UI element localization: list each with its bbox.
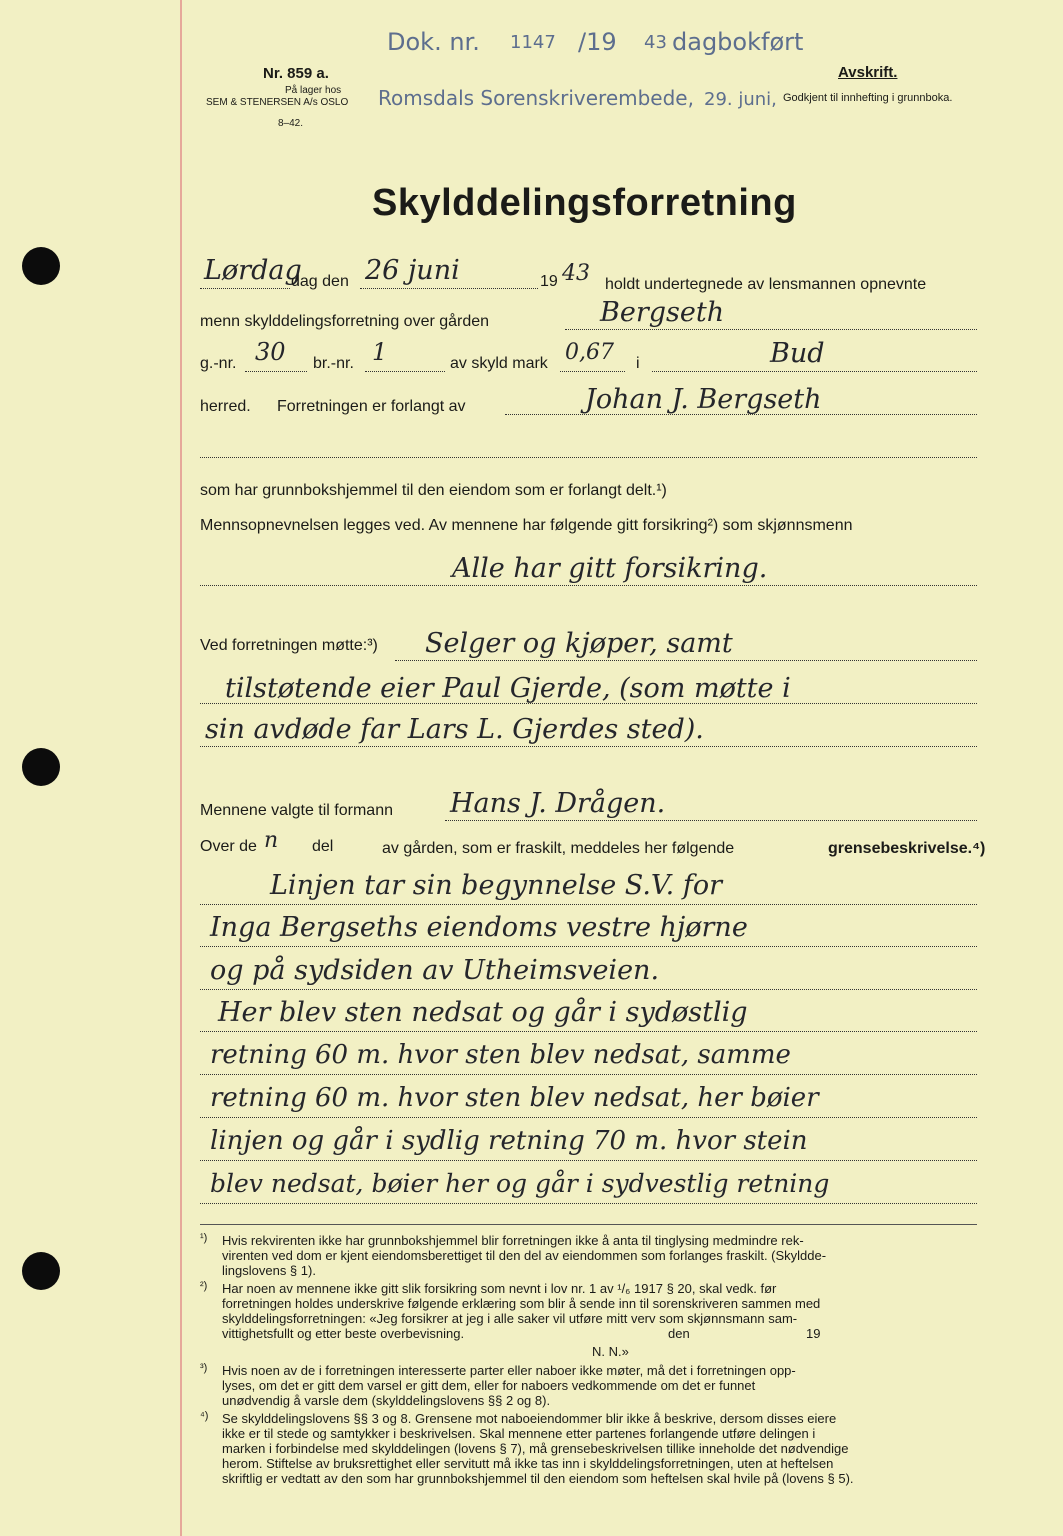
footnote-4-line-3: marken i forbindelse med skylddelingen (lovens § 7), må grensebeskrivelsen tillike inneholde det nødvendige <box>222 1441 849 1456</box>
footnote-2-line-2: forretningen holdes underskrive følgende erklæring som blir å sende inn til sorenskriveren sammen med <box>222 1296 821 1311</box>
boundary-line-6: retning 60 m. hvor sten blev nedsat, her bøier <box>210 1083 819 1113</box>
herred-rule <box>652 371 977 372</box>
brnr-rule <box>365 371 445 372</box>
footnote-4-line-1: Se skylddelingslovens §§ 3 og 8. Grensene mot naboeiendommer blir ikke å beskrive, dersom disses eiere <box>222 1411 837 1426</box>
stamp-date: 29. juni, <box>704 89 777 110</box>
over-n-handwritten: n <box>264 828 279 853</box>
footnote-3-line-1: Hvis noen av de i forretningen interesserte parter eller naboer ikke møter, må det i forretningen opp- <box>222 1363 796 1378</box>
forsikring-handwritten: Alle har gitt forsikring. <box>452 553 768 584</box>
punch-hole-top <box>22 247 60 285</box>
document-title: Skylddelingsforretning <box>372 182 797 224</box>
requested-handwritten: Johan J. Bergseth <box>585 384 822 415</box>
motte-rule-2 <box>200 703 977 704</box>
footnote-4-line-2: ikke er til stede og samtykker i beskrivelsen. Skal mennene etter partenes forlangende utføre delingen i <box>222 1426 816 1441</box>
footnote-4-marker: ⁴) <box>200 1410 209 1422</box>
footnote-1-line-1: Hvis rekvirenten ikke har grunnbokshjemmel blir forretningen ikke å anta til tinglysing medmindre rek- <box>222 1233 804 1248</box>
del-label: del <box>312 838 334 855</box>
line1-text: holdt undertegnede av lensmannen opnevnte <box>605 276 927 293</box>
date-handwritten: 26 juni <box>365 255 460 286</box>
requested-label: Forretningen er forlangt av <box>277 398 466 415</box>
date-rule <box>360 288 538 289</box>
requested-rule <box>505 414 977 415</box>
forsikring-rule <box>200 585 977 586</box>
stamp-office: Romsdals Sorenskriverembede, <box>378 86 694 110</box>
year-prefix: 19 <box>540 273 558 290</box>
printer-line-3: 8–42. <box>278 118 304 129</box>
gnr-label: g.-nr. <box>200 355 237 372</box>
boundary-rule-4 <box>200 1031 977 1032</box>
boundary-rule-7 <box>200 1160 977 1161</box>
brnr-label: br.-nr. <box>313 355 354 372</box>
formann-rule <box>445 820 977 821</box>
grunnbok-line: som har grunnbokshjemmel til den eiendom som er forlangt delt.¹) <box>200 482 667 499</box>
boundary-rule-2 <box>200 946 977 947</box>
stamp-year-suffix: 43 <box>644 32 667 53</box>
boundary-line-5: retning 60 m. hvor sten blev nedsat, samme <box>210 1040 791 1070</box>
weekday-rule <box>200 288 290 289</box>
footnote-2-marker: ²) <box>200 1280 208 1292</box>
line2-text: menn skylddelingsforretning over gården <box>200 313 490 330</box>
weekday-handwritten: Lørdag <box>204 255 302 286</box>
footnote-2-line-1: Har noen av mennene ikke gitt slik forsikring som nevnt i lov nr. 1 av ¹/₆ 1917 § 20, skal vedk. før <box>222 1281 777 1296</box>
boundary-line-4: Her blev sten nedsat og går i sydøstlig <box>218 997 748 1028</box>
over-de-label: Over de <box>200 838 257 855</box>
stamp-year-prefix: /19 <box>578 28 617 56</box>
brnr-handwritten: 1 <box>372 338 388 366</box>
farm-rule <box>565 329 977 330</box>
boundary-rule-1 <box>200 904 977 905</box>
skyld-label: av skyld mark <box>450 355 548 372</box>
footnote-2-line-4: vittighetsfullt og etter beste overbevisning. <box>222 1326 465 1341</box>
motte-handwritten-2: tilstøtende eier Paul Gjerde, (som møtte i <box>225 673 791 704</box>
footnote-3-line-2: lyses, om det er gitt dem varsel er gitt dem, eller for naboers vedkommende om det er funnet <box>222 1378 756 1393</box>
herred-handwritten: Bud <box>770 338 825 369</box>
formann-handwritten: Hans J. Drågen. <box>450 788 666 819</box>
formann-label: Mennene valgte til formann <box>200 802 393 819</box>
motte-handwritten-3: sin avdøde far Lars L. Gjerdes sted). <box>205 714 704 745</box>
avskrift-label: Avskrift. <box>838 64 898 81</box>
boundary-rule-3 <box>200 989 977 990</box>
boundary-line-7: linjen og går i sydlig retning 70 m. hvor stein <box>210 1126 808 1156</box>
grense-bold-label: grensebeskrivelse.⁴) <box>828 840 986 857</box>
footnote-1-line-2: virenten ved dom er kjent eiendomsberettiget til den del av eiendommen som forlanges fraskilt. (Skyldde- <box>222 1248 827 1263</box>
footnote-2-year: 19 <box>806 1326 821 1341</box>
motte-rule-3 <box>200 746 977 747</box>
motte-handwritten-1: Selger og kjøper, samt <box>425 628 733 659</box>
stamp-dok-number: 1147 <box>510 32 556 53</box>
form-number: Nr. 859 a. <box>263 65 329 82</box>
footnote-2-line-3: skylddelingsforretningen: «Jeg forsikrer at jeg i alle saker vil utføre mitt verv som skjønnsmann sam- <box>222 1311 798 1326</box>
footnote-4-line-4: herom. Stiftelse av bruksrettighet eller servitutt må ikke tas inn i skylddelingsforretningen, uten at heftelsen <box>222 1456 834 1471</box>
margin-line <box>180 0 182 1536</box>
skyld-handwritten: 0,67 <box>565 340 614 365</box>
footnote-1-line-3: lingslovens § 1). <box>222 1263 316 1278</box>
boundary-line-2: Inga Bergseths eiendoms vestre hjørne <box>210 912 748 943</box>
skyld-rule <box>560 371 625 372</box>
punch-hole-bottom <box>22 1252 60 1290</box>
boundary-line-1: Linjen tar sin begynnelse S.V. for <box>270 870 722 901</box>
boundary-line-3: og på sydsiden av Utheimsveien. <box>210 955 660 986</box>
menn-line: Mennsopnevnelsen legges ved. Av mennene har følgende gitt forsikring²) som skjønnsmenn <box>200 517 853 534</box>
motte-label: Ved forretningen møtte:³) <box>200 637 378 654</box>
boundary-line-8: blev nedsat, bøier her og går i sydvestlig retning <box>210 1169 830 1198</box>
i-label: i <box>636 355 640 372</box>
gnr-handwritten: 30 <box>255 338 286 366</box>
footnote-2-signature: N. N.» <box>592 1344 629 1359</box>
gnr-rule <box>245 371 307 372</box>
stamp-dok-label: Dok. nr. <box>387 28 480 56</box>
footnote-4-line-5: skriftlig er vedtatt av den som har grunnbokshjemmel til den eiendom som heftelsen skal hvile på (lovens § 5). <box>222 1471 854 1486</box>
punch-hole-middle <box>22 748 60 786</box>
footnote-1-marker: ¹) <box>200 1232 208 1244</box>
herred-label: herred. <box>200 398 251 415</box>
approved-note: Godkjent til innhefting i grunnboka. <box>783 92 953 104</box>
footnote-3-marker: ³) <box>200 1362 208 1374</box>
over-rest-text: av gården, som er fraskilt, meddeles her følgende <box>382 840 735 857</box>
footnote-separator <box>200 1224 977 1225</box>
boundary-rule-8 <box>200 1203 977 1204</box>
printer-line-1: På lager hos <box>285 85 342 96</box>
footnote-2-den: den <box>668 1326 690 1341</box>
stamp-dagbokfort: dagbokført <box>672 28 804 56</box>
motte-rule-1 <box>395 660 977 661</box>
dag-den-label: dag den <box>291 273 349 290</box>
printer-line-2: SEM & STENERSEN A/s OSLO <box>206 97 349 108</box>
farm-name-handwritten: Bergseth <box>600 297 725 328</box>
year-handwritten: 43 <box>562 261 590 286</box>
blank-rule <box>200 457 977 458</box>
boundary-rule-6 <box>200 1117 977 1118</box>
boundary-rule-5 <box>200 1074 977 1075</box>
footnote-3-line-3: unødvendig å varsle dem (skylddelingslovens §§ 2 og 8). <box>222 1393 551 1408</box>
